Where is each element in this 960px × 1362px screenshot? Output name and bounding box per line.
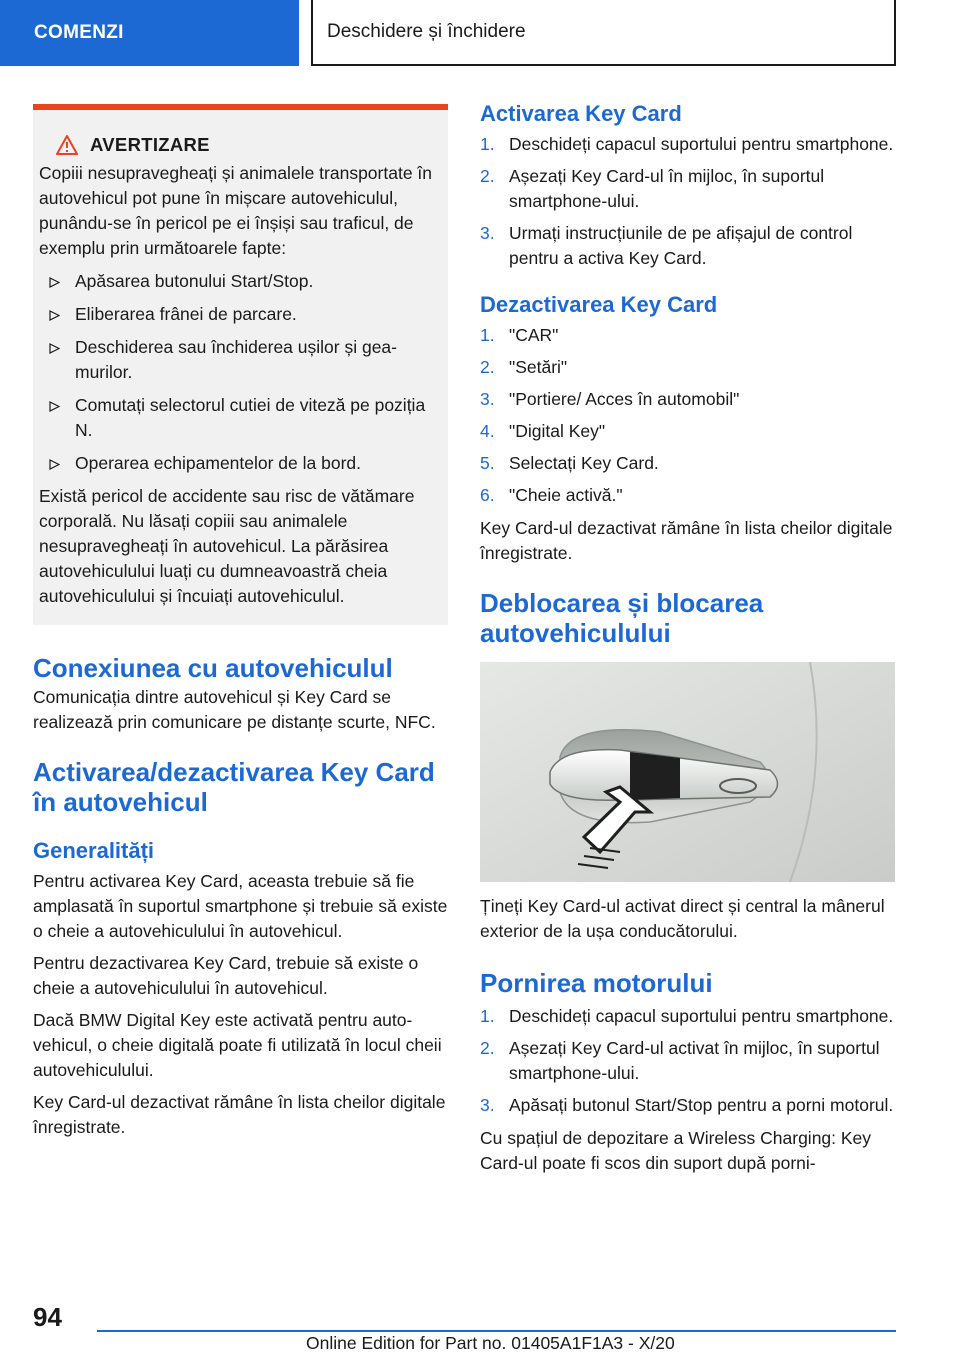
list-item: 1. "CAR" [480, 325, 559, 345]
dezactivarea-steps [480, 323, 896, 508]
pornirea-steps [480, 1004, 896, 1118]
left-column [33, 104, 448, 1147]
list-item: 5. Selectați Key Card. [480, 453, 659, 473]
dezactivarea-note: Key Card-ul dezactivat rămâne în lista cheilor digitale înregistrate. [480, 518, 893, 563]
list-item: 2. Așezați Key Card-ul activat în mijloc, în suportul smartphone-ului. [480, 1038, 880, 1083]
generalitati-heading: Generalități [33, 838, 155, 863]
list-item: 1. Deschideți capacul suportului pentru smartphone. [480, 134, 894, 154]
door-handle-image [480, 662, 895, 882]
deblocarea-caption: Țineți Key Card-ul activat direct și central la mânerul exterior de la ușa conducătorului. [480, 896, 885, 941]
footer-divider [97, 1330, 896, 1332]
page-number: 94 [33, 1302, 62, 1332]
pornirea-note: Cu spațiul de depozitare a Wireless Charging: Key Card-ul poate fi scos din suport după porni- [480, 1128, 872, 1173]
section-tab[interactable] [0, 0, 299, 66]
warning-box [33, 104, 448, 625]
list-item: Deschiderea sau închiderea ușilor și geamurilor. [39, 335, 439, 385]
triangle-bullet-icon [49, 310, 60, 321]
warning-intro: Copiii nesupravegheați și animalele transportate în autovehicul pot pune în mișcare autovehiculul, punându-se în pericol pe ei înșiși sau traficul, de exemplu prin următoarele fapte: [39, 163, 433, 258]
generalitati-paragraph: Pentru activarea Key Card, aceasta trebuie să fie amplasată în suportul smartphone și trebuie să existe o cheie a autovehiculului în autovehicul. [33, 871, 448, 941]
section-label: COMENZI [34, 22, 124, 43]
triangle-bullet-icon [49, 459, 60, 470]
warning-list [39, 269, 439, 476]
triangle-bullet-icon [49, 401, 60, 412]
door-handle-illustration [480, 662, 895, 882]
warning-outro: Există pericol de accidente sau risc de vătămare corporală. Nu lăsați copiii sau animalele nesupravegheați în autovehicul. La părăsirea autovehiculului luați cu dumneavoastră cheia autovehiculului și încuiați autovehiculul. [39, 486, 415, 606]
list-item: Apăsarea butonului Start/Stop. [39, 269, 439, 294]
chapter-title: Deschidere și închidere [327, 21, 526, 42]
list-item: 3. Urmați instrucțiunile de pe afișajul de control pentru a activa Key Card. [480, 223, 853, 268]
list-item: 3. "Portiere/ Acces în automobil" [480, 389, 740, 409]
deblocarea-heading: Deblocarea și blocarea autovehiculului [480, 588, 764, 648]
dezactivarea-heading: Dezactivarea Key Card [480, 292, 718, 317]
conexiune-heading: Conexiunea cu autovehiculul [33, 653, 393, 683]
list-item: 1. Deschideți capacul suportului pentru smartphone. [480, 1006, 894, 1026]
chapter-header [311, 0, 896, 66]
list-item: 6. "Cheie activă." [480, 485, 623, 505]
warning-icon [56, 135, 78, 155]
list-item: 2. Așezați Key Card-ul în mijloc, în suportul smartphone-ului. [480, 166, 825, 211]
list-item: 3. Apăsați butonul Start/Stop pentru a porni motorul. [480, 1095, 894, 1115]
footer-edition: Online Edition for Part no. 01405A1F1A3 - X/20 [306, 1333, 675, 1353]
list-item: Operarea echipamentelor de la bord. [39, 451, 439, 476]
triangle-bullet-icon [49, 343, 60, 354]
list-item: Comutați selectorul cutiei de viteză pe poziția N. [39, 393, 439, 443]
activarea-heading: Activarea Key Card [480, 101, 682, 126]
list-item: 4. "Digital Key" [480, 421, 606, 441]
generalitati-paragraph: Pentru dezactivarea Key Card, trebuie să existe o cheie a autovehiculului în autovehicul. [33, 953, 419, 998]
generalitati-paragraph: Dacă BMW Digital Key este activată pentru autovehicul, o cheie digitală poate fi utilizată în locul cheii autovehiculului. [33, 1010, 442, 1080]
warning-heading [56, 132, 439, 157]
list-item: 2. "Setări" [480, 357, 568, 377]
list-item: Eliberarea frânei de parcare. [39, 302, 439, 327]
conexiune-text: Comunicația dintre autovehicul și Key Card se realizează prin comunicare pe distanțe scurte, NFC. [33, 687, 436, 732]
warning-title: AVERTIZARE [90, 134, 210, 155]
generalitati-paragraph: Key Card-ul dezactivat rămâne în lista cheilor digitale înregistrate. [33, 1092, 446, 1137]
pornirea-heading: Pornirea motorului [480, 968, 713, 998]
activare-heading: Activarea/dezactivarea Key Card în autovehicul [33, 757, 435, 817]
activarea-steps [480, 132, 896, 271]
triangle-bullet-icon [49, 277, 60, 288]
right-column [480, 100, 896, 1183]
